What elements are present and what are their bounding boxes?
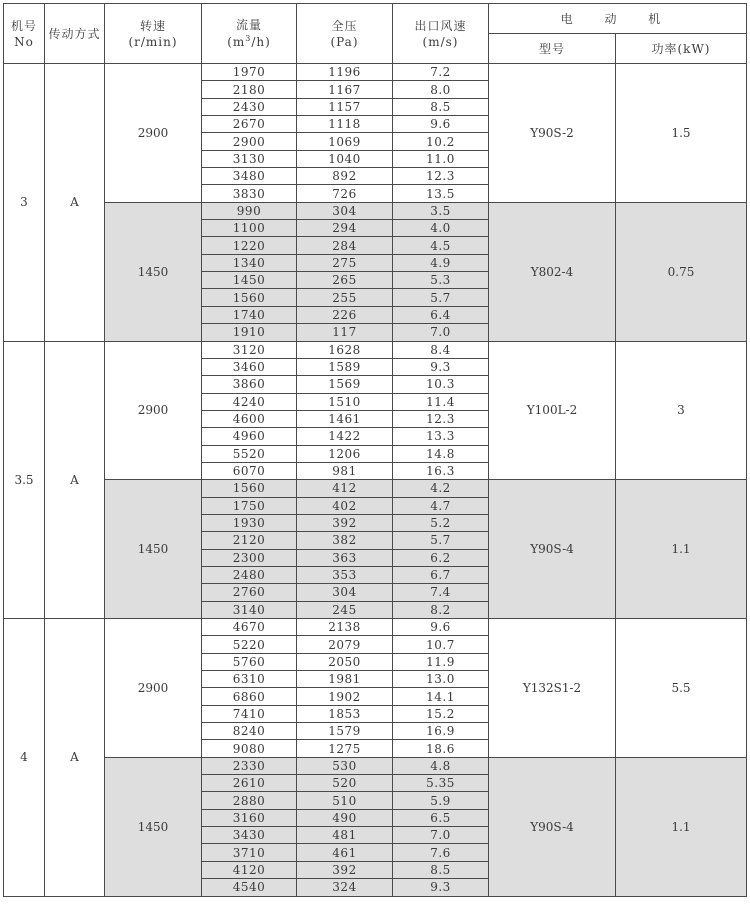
pressure-cell: 1510 xyxy=(297,393,393,410)
drive-mode-cell: A xyxy=(45,64,105,342)
pressure-cell: 304 xyxy=(297,584,393,601)
velocity-cell: 4.5 xyxy=(393,237,489,254)
velocity-cell: 9.3 xyxy=(393,879,489,896)
machine-no-cell: 3 xyxy=(4,64,45,342)
motor-model-cell: Y90S-4 xyxy=(489,480,616,619)
motor-model-cell: Y132S1-2 xyxy=(489,619,616,758)
pressure-cell: 324 xyxy=(297,879,393,896)
velocity-cell: 11.4 xyxy=(393,393,489,410)
machine-no-sublabel: No xyxy=(14,34,34,49)
pressure-cell: 1157 xyxy=(297,98,393,115)
pressure-cell: 490 xyxy=(297,809,393,826)
motor-power-cell: 1.1 xyxy=(616,480,747,619)
flow-cell: 4670 xyxy=(202,619,297,636)
velocity-cell: 9.3 xyxy=(393,358,489,375)
motor-power-cell: 3 xyxy=(616,341,747,480)
col-header-motor-model xyxy=(489,34,616,64)
velocity-cell: 4.9 xyxy=(393,254,489,271)
velocity-cell: 6.5 xyxy=(393,809,489,826)
velocity-cell: 16.9 xyxy=(393,723,489,740)
motor-power-label: 功率(kW) xyxy=(651,41,711,56)
pressure-cell: 255 xyxy=(297,289,393,306)
pressure-cell: 510 xyxy=(297,792,393,809)
pressure-cell: 1589 xyxy=(297,358,393,375)
flow-cell: 990 xyxy=(202,202,297,219)
pressure-cell: 117 xyxy=(297,324,393,341)
pressure-cell: 392 xyxy=(297,861,393,878)
pressure-cell: 1196 xyxy=(297,64,393,81)
col-header-machine-no xyxy=(4,4,45,64)
velocity-cell: 8.0 xyxy=(393,81,489,98)
flow-cell: 4240 xyxy=(202,393,297,410)
velocity-cell: 5.9 xyxy=(393,792,489,809)
speed-cell: 1450 xyxy=(105,480,202,619)
flow-cell: 3480 xyxy=(202,168,297,185)
pressure-cell: 402 xyxy=(297,497,393,514)
flow-cell: 3120 xyxy=(202,341,297,358)
flow-label: 流量 xyxy=(235,18,262,32)
flow-cell: 5220 xyxy=(202,636,297,653)
col-header-motor xyxy=(489,4,747,34)
pressure-cell: 353 xyxy=(297,566,393,583)
velocity-cell: 8.4 xyxy=(393,341,489,358)
motor-model-cell: Y90S-2 xyxy=(489,64,616,203)
velocity-cell: 11.0 xyxy=(393,150,489,167)
flow-cell: 2610 xyxy=(202,775,297,792)
table-row xyxy=(4,757,747,774)
pressure-cell: 412 xyxy=(297,480,393,497)
flow-cell: 3460 xyxy=(202,358,297,375)
flow-cell: 7410 xyxy=(202,705,297,722)
pressure-cell: 2050 xyxy=(297,653,393,670)
flow-cell: 4600 xyxy=(202,410,297,427)
flow-cell: 1970 xyxy=(202,64,297,81)
pressure-cell: 392 xyxy=(297,514,393,531)
velocity-cell: 6.4 xyxy=(393,306,489,323)
flow-cell: 1750 xyxy=(202,497,297,514)
pressure-cell: 530 xyxy=(297,757,393,774)
machine-no-cell: 4 xyxy=(4,619,45,897)
pressure-cell: 363 xyxy=(297,549,393,566)
pressure-cell: 382 xyxy=(297,532,393,549)
table-row xyxy=(4,202,747,219)
velocity-cell: 10.7 xyxy=(393,636,489,653)
machine-no-label: 机号 xyxy=(10,18,37,33)
velocity-cell: 14.1 xyxy=(393,688,489,705)
col-header-drive-mode xyxy=(45,4,105,64)
velocity-cell: 18.6 xyxy=(393,740,489,757)
flow-unit: $(m^3/h)$ xyxy=(227,34,271,49)
flow-cell: 5760 xyxy=(202,653,297,670)
pressure-cell: 1118 xyxy=(297,116,393,133)
col-header-outlet-velocity xyxy=(393,4,489,64)
flow-cell: 6070 xyxy=(202,462,297,479)
pressure-cell: 461 xyxy=(297,844,393,861)
flow-cell: 9080 xyxy=(202,740,297,757)
header-row-top xyxy=(4,4,747,34)
flow-cell: 2330 xyxy=(202,757,297,774)
velocity-cell: 8.5 xyxy=(393,861,489,878)
pressure-cell: 1628 xyxy=(297,341,393,358)
flow-cell: 6860 xyxy=(202,688,297,705)
flow-cell: 1560 xyxy=(202,480,297,497)
velocity-cell: 5.2 xyxy=(393,514,489,531)
pressure-cell: 981 xyxy=(297,462,393,479)
pressure-cell: 726 xyxy=(297,185,393,202)
flow-cell: 3160 xyxy=(202,809,297,826)
pressure-cell: 1040 xyxy=(297,150,393,167)
pressure-cell: 1069 xyxy=(297,133,393,150)
speed-cell: 2900 xyxy=(105,619,202,758)
outlet-velocity-label: 出口风速 xyxy=(414,18,467,33)
pressure-cell: 481 xyxy=(297,827,393,844)
drive-mode-label: 传动方式 xyxy=(48,26,101,41)
flow-cell: 2900 xyxy=(202,133,297,150)
table-row xyxy=(4,480,747,497)
motor-power-cell: 1.5 xyxy=(616,64,747,203)
flow-cell: 2480 xyxy=(202,566,297,583)
pressure-cell: 1981 xyxy=(297,671,393,688)
speed-unit: (r/min) xyxy=(128,34,178,49)
velocity-cell: 10.3 xyxy=(393,376,489,393)
motor-power-cell: 5.5 xyxy=(616,619,747,758)
velocity-cell: 8.2 xyxy=(393,601,489,618)
pressure-cell: 892 xyxy=(297,168,393,185)
pressure-cell: 1902 xyxy=(297,688,393,705)
flow-cell: 1910 xyxy=(202,324,297,341)
flow-cell: 1220 xyxy=(202,237,297,254)
pressure-cell: 1579 xyxy=(297,723,393,740)
flow-cell: 2430 xyxy=(202,98,297,115)
speed-cell: 1450 xyxy=(105,757,202,896)
velocity-cell: 13.0 xyxy=(393,671,489,688)
pressure-cell: 1422 xyxy=(297,428,393,445)
flow-cell: 3860 xyxy=(202,376,297,393)
fan-performance-table xyxy=(3,3,747,897)
motor-model-cell: Y802-4 xyxy=(489,202,616,341)
velocity-cell: 13.5 xyxy=(393,185,489,202)
drive-mode-cell: A xyxy=(45,341,105,619)
velocity-cell: 10.2 xyxy=(393,133,489,150)
velocity-cell: 5.35 xyxy=(393,775,489,792)
velocity-cell: 11.9 xyxy=(393,653,489,670)
flow-cell: 8240 xyxy=(202,723,297,740)
flow-cell: 1740 xyxy=(202,306,297,323)
pressure-cell: 520 xyxy=(297,775,393,792)
velocity-cell: 3.5 xyxy=(393,202,489,219)
flow-cell: 1450 xyxy=(202,272,297,289)
flow-cell: 3430 xyxy=(202,827,297,844)
pressure-cell: 275 xyxy=(297,254,393,271)
velocity-cell: 7.4 xyxy=(393,584,489,601)
motor-model-cell: Y90S-4 xyxy=(489,757,616,896)
flow-cell: 2120 xyxy=(202,532,297,549)
flow-cell: 1100 xyxy=(202,220,297,237)
velocity-cell: 7.0 xyxy=(393,324,489,341)
pressure-cell: 1461 xyxy=(297,410,393,427)
speed-label: 转速 xyxy=(139,18,166,33)
drive-mode-cell: A xyxy=(45,619,105,897)
velocity-cell: 15.2 xyxy=(393,705,489,722)
velocity-cell: 13.3 xyxy=(393,428,489,445)
velocity-cell: 8.5 xyxy=(393,98,489,115)
table-row xyxy=(4,64,747,81)
velocity-cell: 5.3 xyxy=(393,272,489,289)
velocity-cell: 7.2 xyxy=(393,64,489,81)
flow-cell: 6310 xyxy=(202,671,297,688)
flow-cell: 3130 xyxy=(202,150,297,167)
pressure-unit: (Pa) xyxy=(330,34,359,49)
velocity-cell: 4.2 xyxy=(393,480,489,497)
velocity-cell: 16.3 xyxy=(393,462,489,479)
motor-model-label: 型号 xyxy=(538,41,565,56)
flow-cell: 3830 xyxy=(202,185,297,202)
flow-cell: 3140 xyxy=(202,601,297,618)
velocity-cell: 7.6 xyxy=(393,844,489,861)
flow-cell: 5520 xyxy=(202,445,297,462)
velocity-cell: 6.2 xyxy=(393,549,489,566)
pressure-cell: 2079 xyxy=(297,636,393,653)
motor-power-cell: 1.1 xyxy=(616,757,747,896)
flow-cell: 2670 xyxy=(202,116,297,133)
motor-power-cell: 0.75 xyxy=(616,202,747,341)
outlet-velocity-unit: (m/s) xyxy=(422,34,459,49)
velocity-cell: 6.7 xyxy=(393,566,489,583)
motor-model-cell: Y100L-2 xyxy=(489,341,616,480)
speed-cell: 1450 xyxy=(105,202,202,341)
table-row xyxy=(4,341,747,358)
pressure-cell: 1275 xyxy=(297,740,393,757)
speed-cell: 2900 xyxy=(105,64,202,203)
flow-cell: 2760 xyxy=(202,584,297,601)
col-header-pressure xyxy=(297,4,393,64)
flow-cell: 4120 xyxy=(202,861,297,878)
pressure-cell: 1206 xyxy=(297,445,393,462)
velocity-cell: 9.6 xyxy=(393,116,489,133)
flow-cell: 1930 xyxy=(202,514,297,531)
flow-cell: 1560 xyxy=(202,289,297,306)
machine-no-cell: 3.5 xyxy=(4,341,45,619)
col-header-flow xyxy=(202,4,297,64)
table-row xyxy=(4,619,747,636)
flow-cell: 3710 xyxy=(202,844,297,861)
col-header-motor-power xyxy=(616,34,747,64)
pressure-cell: 265 xyxy=(297,272,393,289)
flow-cell: 1340 xyxy=(202,254,297,271)
velocity-cell: 4.8 xyxy=(393,757,489,774)
velocity-cell: 4.7 xyxy=(393,497,489,514)
flow-cell: 2180 xyxy=(202,81,297,98)
flow-cell: 2880 xyxy=(202,792,297,809)
velocity-cell: 14.8 xyxy=(393,445,489,462)
pressure-cell: 1167 xyxy=(297,81,393,98)
speed-cell: 2900 xyxy=(105,341,202,480)
velocity-cell: 5.7 xyxy=(393,289,489,306)
velocity-cell: 4.0 xyxy=(393,220,489,237)
motor-label: 电 动 机 xyxy=(560,11,675,26)
pressure-cell: 1569 xyxy=(297,376,393,393)
pressure-cell: 226 xyxy=(297,306,393,323)
pressure-label: 全压 xyxy=(331,18,358,33)
pressure-cell: 294 xyxy=(297,220,393,237)
velocity-cell: 7.0 xyxy=(393,827,489,844)
pressure-cell: 304 xyxy=(297,202,393,219)
velocity-cell: 12.3 xyxy=(393,168,489,185)
flow-cell: 4960 xyxy=(202,428,297,445)
flow-cell: 2300 xyxy=(202,549,297,566)
pressure-cell: 2138 xyxy=(297,619,393,636)
velocity-cell: 12.3 xyxy=(393,410,489,427)
pressure-cell: 1853 xyxy=(297,705,393,722)
pressure-cell: 245 xyxy=(297,601,393,618)
col-header-speed xyxy=(105,4,202,64)
pressure-cell: 284 xyxy=(297,237,393,254)
velocity-cell: 5.7 xyxy=(393,532,489,549)
flow-cell: 4540 xyxy=(202,879,297,896)
velocity-cell: 9.6 xyxy=(393,619,489,636)
